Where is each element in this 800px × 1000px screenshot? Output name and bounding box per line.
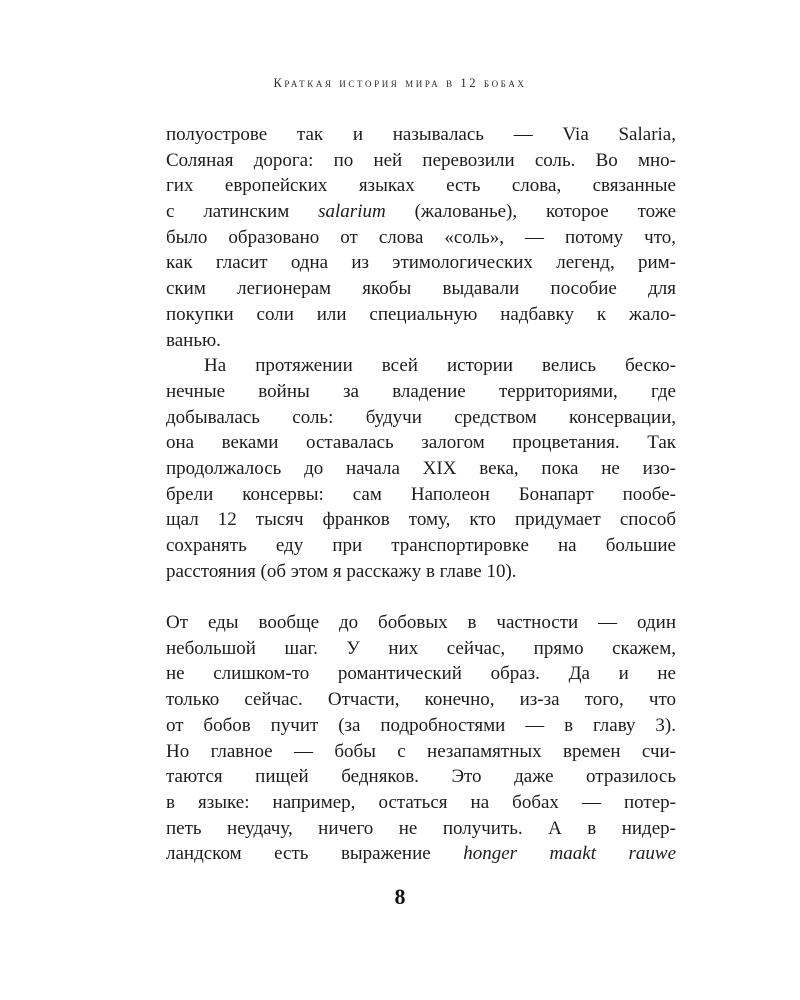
text-line: Но главное — бобы с незапамятных времен счи- [166,740,676,762]
text-line: ванью. [166,329,221,351]
text-line: было образовано от слова «соль», — потому что, [166,226,676,248]
text-line: таются пищей бедняков. Это даже отразилось [166,766,676,788]
page-number: 8 [394,884,406,909]
text-line: От еды вообще до бобовых в частности — один [166,612,676,634]
running-head: Краткая история мира в 12 бобах [273,76,527,90]
text-line: покупки соли или специальную надбавку к жало- [166,303,676,325]
dutch-phrase: honger maakt rauwe [463,843,677,865]
text-fragment: (жалованье), которое тоже [385,201,677,223]
text-line: в языке: например, остаться на бобах — потер- [166,791,676,813]
text-line: ским легионерам якобы выдавали пособие для [166,278,676,300]
text-line: щал 12 тысяч франков тому, кто придумает способ [166,509,676,531]
text-fragment: с латинским [166,201,319,223]
body-text [166,122,676,867]
text-line: нечные войны за владение территориями, где [166,380,676,402]
text-line: петь неудачу, ничего не получить. А в нидер- [166,817,676,839]
text-line: она веками оставалась залогом процветания. Так [166,432,676,454]
text-line: как гласит одна из этимологических легенд, рим- [166,252,676,274]
text-line: полуострове так и называлась — Via Salaria, [166,124,676,145]
text-line: сохранять еду при транспортировке на большие [166,535,676,556]
text-line: только сейчас. Отчасти, конечно, из-за того, что [166,689,676,711]
latin-term: salarium [318,201,386,223]
text-line: небольшой шаг. У них сейчас, прямо скажем, [166,637,676,659]
text-fragment: ландском есть выражение [166,843,464,865]
text-line: продолжалось до начала XIX века, пока не изо- [166,457,676,479]
text-line: от бобов пучит (за подробностями — в главу 3). [166,714,676,736]
text-line [166,841,676,867]
text-line [166,199,676,225]
text-line: гих европейских языках есть слова, связанные [166,175,676,197]
text-line: На протяжении всей истории велись беско- [204,355,676,377]
text-line: брели консервы: сам Наполеон Бонапарт пообе- [166,483,676,505]
text-line: Соляная дорога: по ней перевозили соль. Во мно- [166,149,676,171]
text-line: добывалась соль: будучи средством консервации, [166,406,676,428]
text-line: не слишком-то романтический образ. Да и не [166,663,676,685]
text-line: расстояния (об этом я расскажу в главе 10). [166,560,517,582]
section-break [166,584,676,610]
